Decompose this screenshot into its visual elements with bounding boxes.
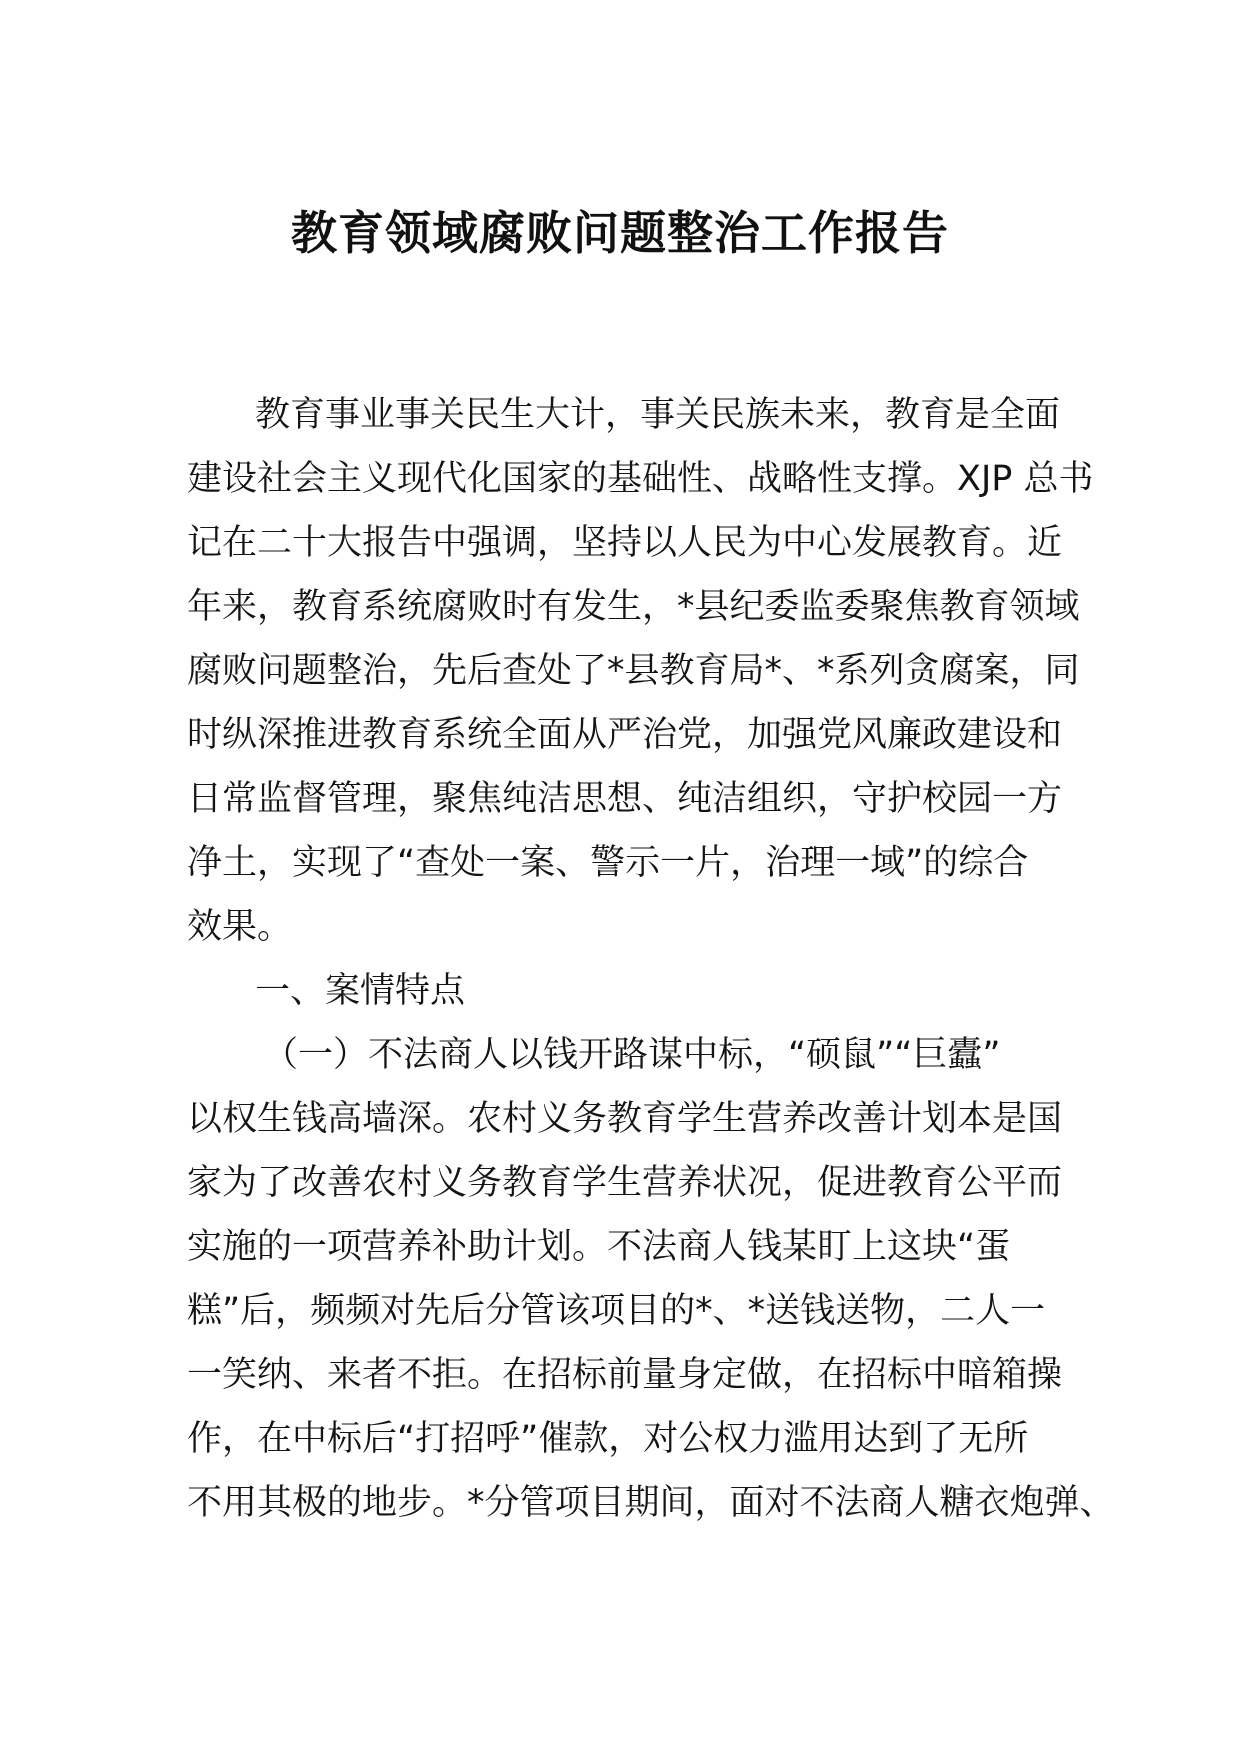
paragraph-line: 教育事业事关民生大计，事关民族未来，教育是全面 [255,395,1061,435]
paragraph-line: 时纵深推进教育系统全面从严治党，加强党风廉政建设和 [187,715,1063,755]
paragraph-line: 作，在中标后“打招呼”催款，对公权力滥用达到了无所 [187,1419,1029,1459]
paragraph-line: 建设社会主义现代化国家的基础性、战略性支撑。XJP 总书 [187,459,1094,499]
paragraph-line: 以权生钱高墙深。农村义务教育学生营养改善计划本是国 [187,1099,1063,1139]
paragraph-line: 糕”后，频频对先后分管该项目的*、*送钱送物，二人一 [187,1291,1046,1331]
paragraph-line: 家为了改善农村义务教育学生营养状况，促进教育公平而 [187,1163,1063,1203]
paragraph-line: 实施的一项营养补助计划。不法商人钱某盯上这块“蛋 [187,1227,1011,1267]
paragraph-line: 年来，教育系统腐败时有发生，*县纪委监委聚焦教育领域 [187,587,1080,627]
paragraph-line: 腐败问题整治，先后查处了*县教育局*、*系列贪腐案，同 [187,651,1080,691]
paragraph-line: 不用其极的地步。*分管项目期间，面对不法商人糖衣炮弹、 [187,1483,1115,1523]
document-title: 教育领域腐败问题整治工作报告 [291,206,949,260]
paragraph-line: 效果。 [187,907,293,947]
paragraph-line: 日常监督管理，聚焦纯洁思想、纯洁组织，守护校园一方 [187,779,1063,819]
paragraph-line: 净土，实现了“查处一案、警示一片，治理一域”的综合 [187,843,1029,883]
section-heading: 一、案情特点 [255,971,466,1011]
paragraph-line: 记在二十大报告中强调，坚持以人民为中心发展教育。近 [187,523,1063,563]
paragraph-line: 一笑纳、来者不拒。在招标前量身定做，在招标中暗箱操 [187,1355,1063,1395]
subsection-heading: （一）不法商人以钱开路谋中标，“硕鼠”“巨蠹” [263,1035,1001,1075]
